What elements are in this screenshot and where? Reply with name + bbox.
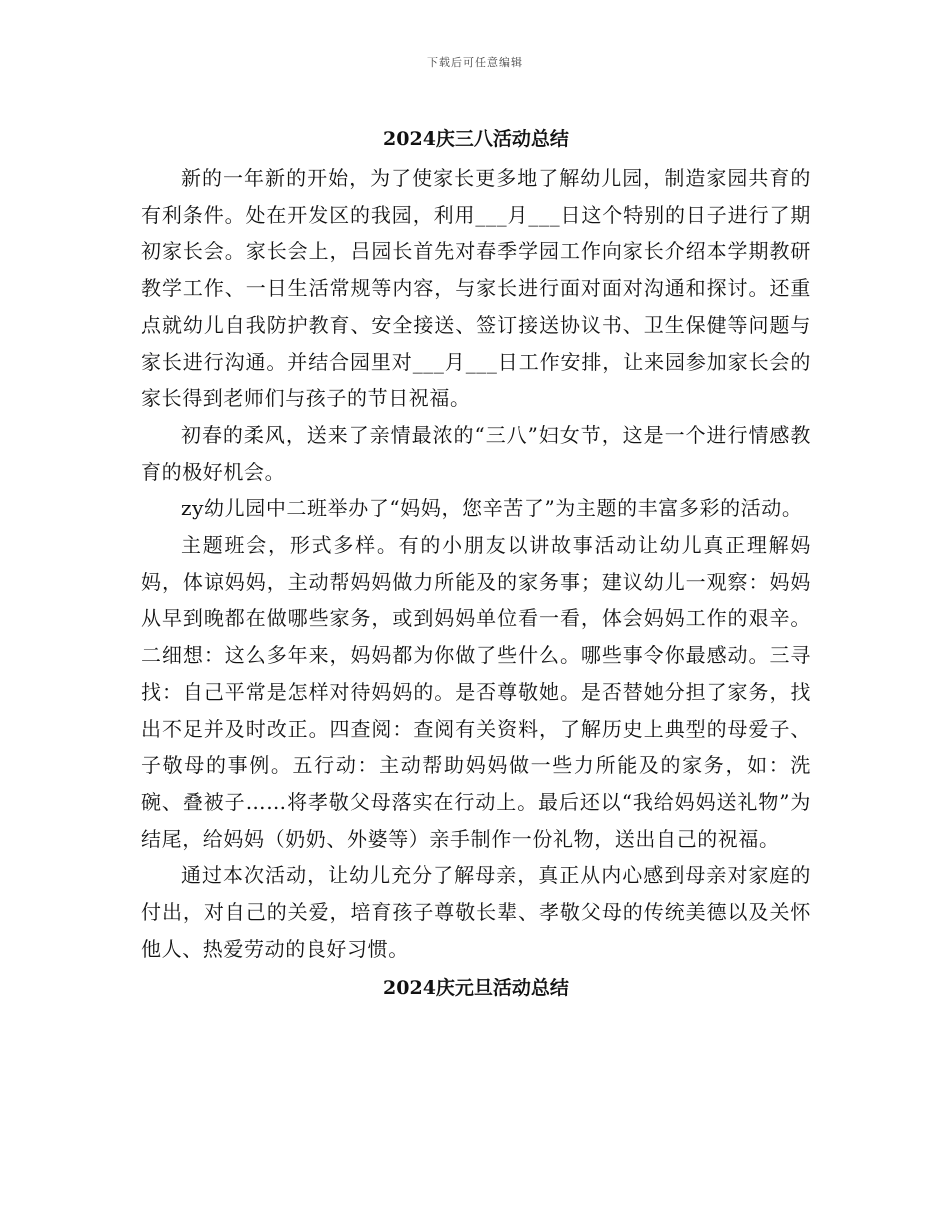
paragraph-2: 初春的柔风，送来了亲情最浓的“三八”妇女节，这是一个进行情感教育的极好机会。	[141, 422, 811, 484]
page-header-note: 下载后可任意编辑	[427, 56, 523, 69]
document-body	[141, 118, 811, 1009]
paragraph-4: 主题班会，形式多样。有的小朋友以讲故事活动让幼儿真正理解妈妈，体谅妈妈，主动帮妈妈做力所能及的家务事；建议幼儿一观察：妈妈从早到晚都在做哪些家务，或到妈妈单位看一看，体会妈妈工作的艰辛。二细想：这么多年来，妈妈都为你做了些什么。哪些事令你最感动。三寻找：自己平常是怎样对待妈妈的。是否尊敬她。是否替她分担了家务，找出不足并及时改正。四查阅：查阅有关资料，了解历史上典型的母爱子、子敬母的事例。五行动：主动帮助妈妈做一些力所能及的家务，如：洗碗、叠被子……将孝敬父母落实在行动上。最后还以“我给妈妈送礼物”为结尾，给妈妈（奶奶、外婆等）亲手制作一份礼物，送出自己的祝福。	[141, 533, 811, 851]
document-title: 2024庆三八活动总结	[383, 128, 569, 150]
second-document-title: 2024庆元旦活动总结	[383, 977, 569, 1000]
paragraph-1: 新的一年新的开始，为了使家长更多地了解幼儿园，制造家园共育的有利条件。处在开发区的我园，利用___月___日这个特别的日子进行了期初家长会。家长会上，吕园长首先对春季学园工作向家长介绍本学期教研教学工作、一日生活常规等内容，与家长进行面对面对沟通和探讨。还重点就幼儿自我防护教育、安全接送、签订接送协议书、卫生保健等问题与家长进行沟通。并结合园里对___月___日工作安排，让来园参加家长会的家长得到老师们与孩子的节日祝福。	[141, 166, 811, 411]
paragraph-5: 通过本次活动，让幼儿充分了解母亲，真正从内心感到母亲对家庭的付出，对自己的关爱，培育孩子尊敬长辈、孝敬父母的传统美德以及关怀他人、热爱劳动的良好习惯。	[141, 863, 811, 961]
paragraph-3: zy幼儿园中二班举办了“妈妈，您辛苦了”为主题的丰富多彩的活动。	[181, 496, 803, 521]
